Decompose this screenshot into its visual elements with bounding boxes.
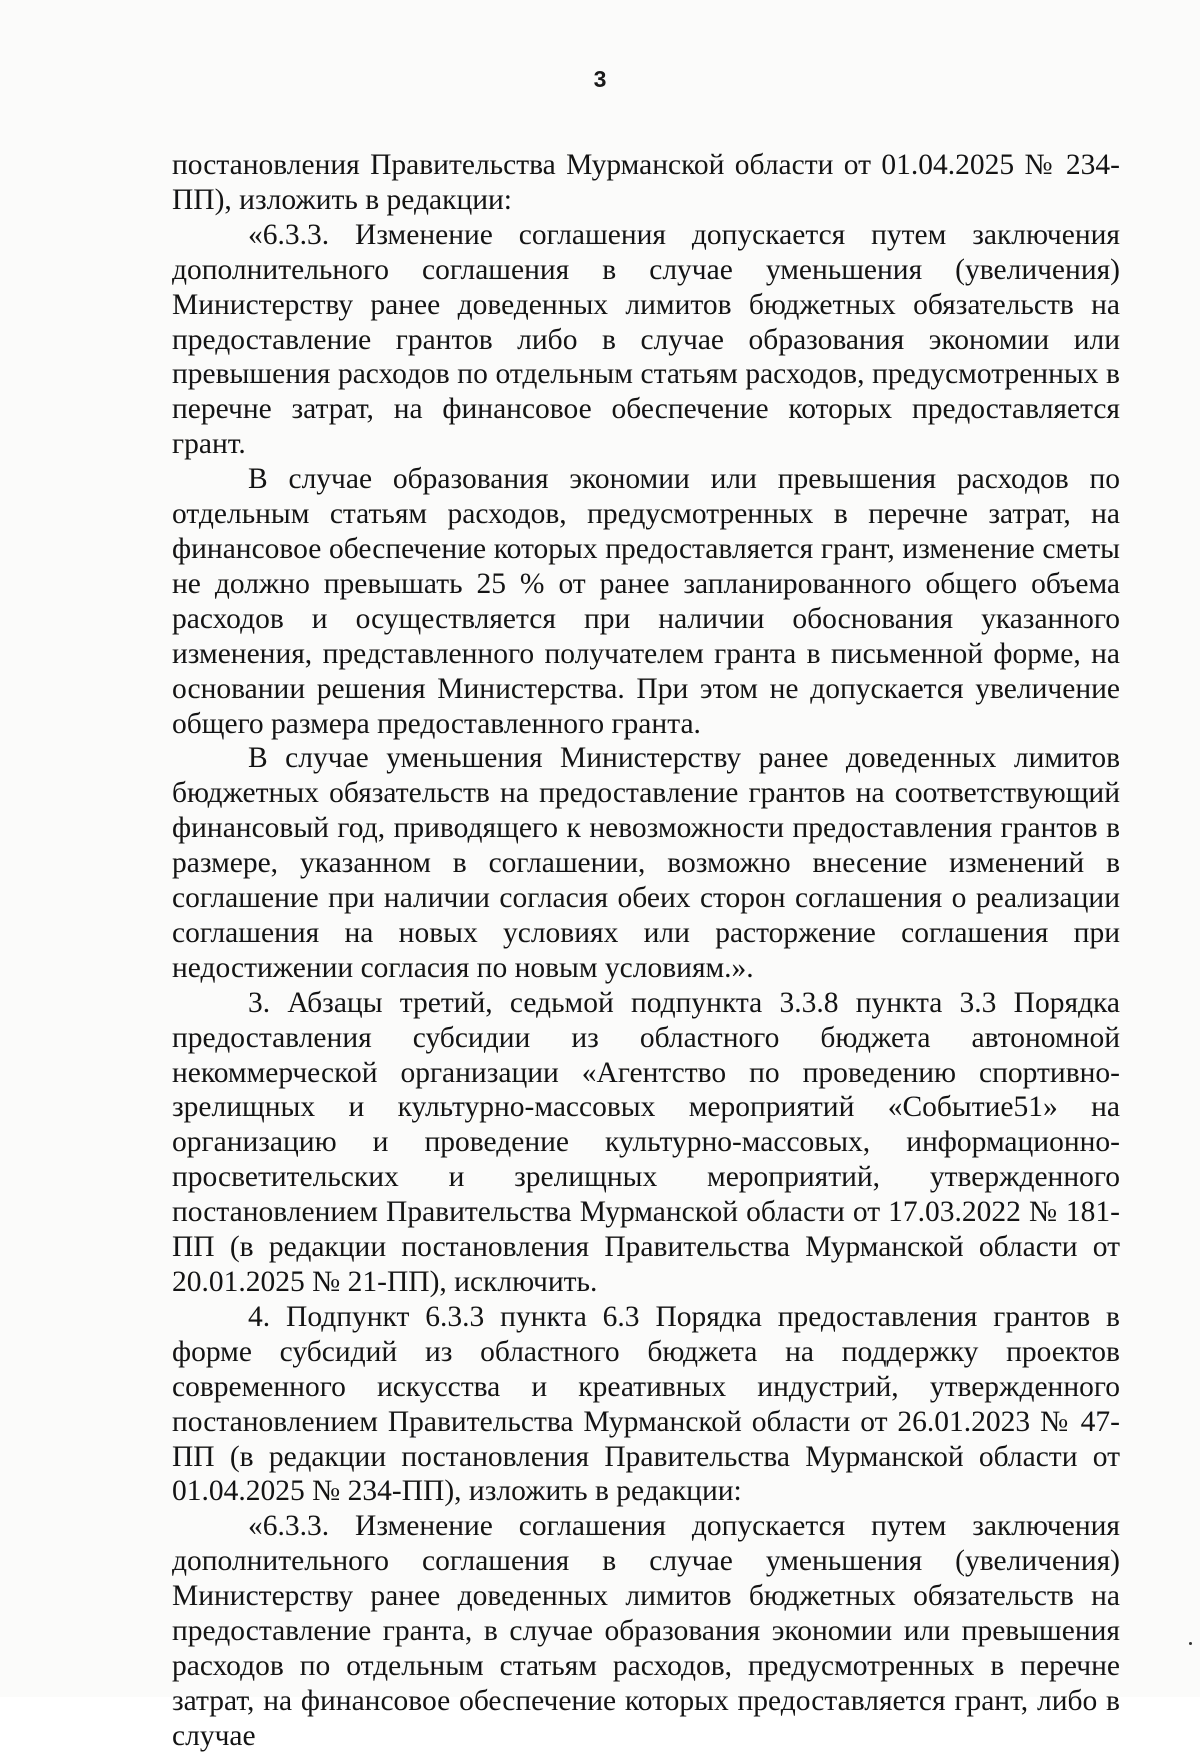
paragraph-item-3: 3. Абзацы третий, седьмой подпункта 3.3.8 пункта 3.3 Порядка предоставления субсидии из областного бюджета автономной некоммерческой организации «Агентство по проведению спортивно-зрелищных и культурно-массовых мероприятий «Событие51» на организацию и проведение культурно-массовых, информационно-просветительских и зрелищных мероприятий, утвержденного постановлением Правительства Мурманской области от 17.03.2022 № 181-ПП (в редакции постановления Правительства Мурманской области от 20.01.2025 № 21-ПП), исключить. — [172, 986, 1120, 1298]
paragraph-quoted-6-3-3-second: «6.3.3. Изменение соглашения допускается путем заключения дополнительного соглашения в случае уменьшения (увеличения) Министерству ранее доведенных лимитов бюджетных обязательств на предоставление гранта, в случае образования экономии или превышения расходов по отдельным статьям расходов, предусмотренных в перечне затрат, на финансовое обеспечение которых предоставляется грант, либо в случае — [172, 1510, 1120, 1752]
paragraph-reduction-case: В случае уменьшения Министерству ранее доведенных лимитов бюджетных обязательств на предоставление грантов на соответствующий финансовый год, приводящего к невозможности предоставления грантов в размере, указанном в соглашении, возможно внесение изменений в соглашение при наличии согласия обеих сторон соглашения о реализации соглашения на новых условиях или расторжение соглашения при недостижении согласия по новым условиям.». — [172, 742, 1120, 984]
paragraph-economy-case: В случае образования экономии или превышения расходов по отдельным статьям расходов, предусмотренных в перечне затрат, на финансовое обеспечение которых предоставляется грант, изменение сметы не должно превышать 25 % от ранее запланированного общего объема расходов и осуществляется при наличии обоснования указанного изменения, представленного получателем гранта в письменной форме, на основании решения Министерства. При этом не допускается увеличение общего размера предоставленного гранта. — [172, 463, 1120, 740]
paragraph-continuation: постановления Правительства Мурманской области от 01.04.2025 № 234-ПП), изложить в редакции: — [172, 149, 1120, 216]
paragraph-item-4: 4. Подпункт 6.3.3 пункта 6.3 Порядка предоставления грантов в форме субсидий из областного бюджета на поддержку проектов современного искусства и креативных индустрий, утвержденного постановлением Правительства Мурманской области от 26.01.2023 № 47-ПП (в редакции постановления Правительства Мурманской области от 01.04.2025 № 234-ПП), изложить в редакции: — [172, 1300, 1120, 1508]
paragraph-quoted-6-3-3-first: «6.3.3. Изменение соглашения допускается путем заключения дополнительного соглашения в случае уменьшения (увеличения) Министерству ранее доведенных лимитов бюджетных обязательств на предоставление грантов либо в случае образования экономии или превышения расходов по отдельным статьям расходов, предусмотренных в перечне затрат, на финансовое обеспечение которых предоставляется грант. — [172, 218, 1120, 461]
scan-artifact-dot — [1189, 1642, 1192, 1645]
document-body — [172, 148, 1120, 1754]
page-number: 3 — [593, 66, 607, 92]
